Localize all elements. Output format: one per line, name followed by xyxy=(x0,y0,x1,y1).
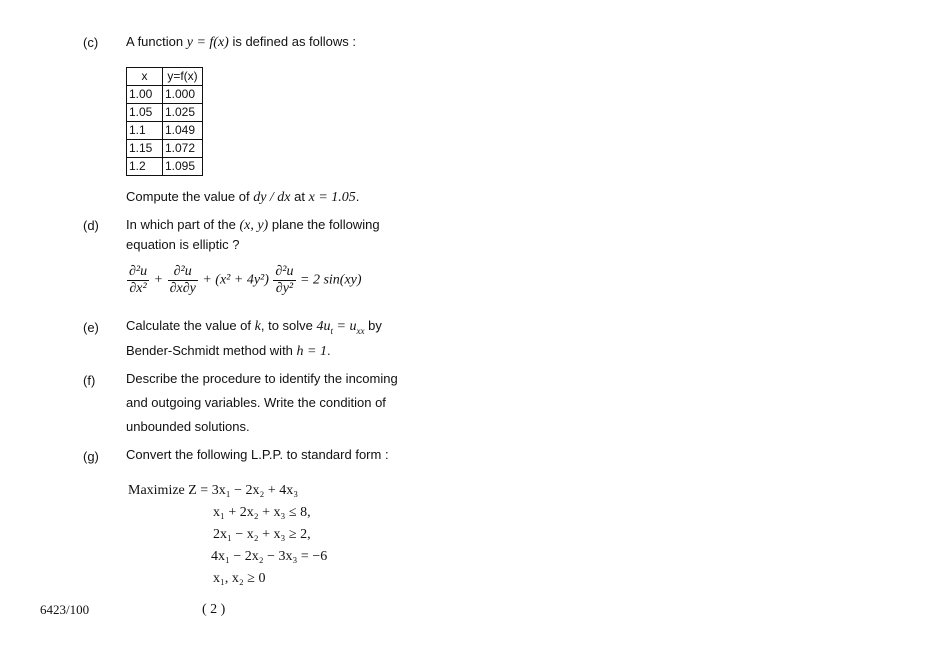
table-cell-x: 1.2 xyxy=(127,158,163,176)
question-f-line3: unbounded solutions. xyxy=(126,419,250,434)
question-g-text: Convert the following L.P.P. to standard form : xyxy=(126,447,389,462)
fraction-uxx: $\frac{\text{∂²u}}{\text{∂x²}}$ xyxy=(129,264,148,296)
question-d-line1: In which part of the (x, y) plane the following xyxy=(126,217,380,233)
question-g-label: (g) xyxy=(83,449,99,464)
lpp-nonnegativity: x₁, x₂ ≥ 0 xyxy=(213,571,266,586)
fraction-uxy: $\frac{\text{∂²u}}{\partial x\partial y}$ xyxy=(169,264,196,296)
lpp-objective: Maximize Z = 3x₁ − 2x₂ + 4x₃ xyxy=(128,483,299,498)
table-cell-x: 1.05 xyxy=(127,104,163,122)
step-size: h = 1 xyxy=(296,344,327,359)
question-d-label: (d) xyxy=(83,218,99,233)
question-c-label: (c) xyxy=(83,35,99,50)
fraction-uyy: $\frac{\text{∂²u}}{\text{∂y²}}$ xyxy=(275,264,294,296)
table-cell-y: 1.000 xyxy=(163,86,203,104)
question-f-line1: Describe the procedure to identify the incoming xyxy=(126,371,398,386)
table-row xyxy=(127,104,203,122)
coefficient-expression: (x² + 4y²) xyxy=(215,272,269,288)
question-e-line1: Calculate the value of k, to solve $4u_t = u_{xx}$ by xyxy=(126,318,382,336)
table-cell-y: 1.025 xyxy=(163,104,203,122)
pde-equation: $\frac{\text{∂²u}}{\text{∂x²}}$ + $\frac{\text{∂²u}}{\partial x\partial y}$ + (x² + 4y²) $\frac{\text{∂²u}}{\text{∂y²}}$ = 2 sin(xy) xyxy=(129,264,362,296)
table-row xyxy=(127,140,203,158)
derivative-expression: dy / dx xyxy=(253,190,291,205)
plane-expression: (x, y) xyxy=(239,218,269,233)
table-header-x: x xyxy=(127,68,163,86)
question-f-line2: and outgoing variables. Write the condition of xyxy=(126,395,386,410)
table-cell-x: 1.15 xyxy=(127,140,163,158)
question-e-line2: Bender-Schmidt method with h = 1. xyxy=(126,343,331,359)
lpp-constraint-1: x₁ + 2x₂ + x₃ ≤ 8, xyxy=(213,505,311,520)
question-c-compute: Compute the value of dy / dx at x = 1.05. xyxy=(126,189,360,205)
table-cell-y: 1.095 xyxy=(163,158,203,176)
lpp-constraint-2: 2x₁ − x₂ + x₃ ≥ 2, xyxy=(213,527,311,542)
table-row xyxy=(127,122,203,140)
table-row xyxy=(127,158,203,176)
question-c-intro: A function y = f(x) is defined as follows : xyxy=(126,34,357,50)
table-cell-x: 1.1 xyxy=(127,122,163,140)
question-d-line2: equation is elliptic ? xyxy=(126,237,240,252)
page-number: ( 2 ) xyxy=(202,602,226,617)
equation-rhs: = 2 sin(xy) xyxy=(300,272,362,288)
table-row xyxy=(127,86,203,104)
lpp-constraint-3: 4x₁ − 2x₂ − 3x₃ = −6 xyxy=(211,549,328,564)
table-cell-y: 1.049 xyxy=(163,122,203,140)
question-e-label: (e) xyxy=(83,320,99,335)
evaluation-point: x = 1.05 xyxy=(308,190,356,205)
heat-equation: $4u_t = u_{xx}$ xyxy=(316,319,365,336)
function-values-table xyxy=(126,67,203,176)
table-header-row xyxy=(127,68,203,86)
table-cell-x: 1.00 xyxy=(127,86,163,104)
question-f-label: (f) xyxy=(83,373,96,388)
table-header-y: y=f(x) xyxy=(163,68,203,86)
table-cell-y: 1.072 xyxy=(163,140,203,158)
paper-code: 6423/100 xyxy=(40,602,90,617)
function-expression: y = f(x) xyxy=(186,35,229,50)
